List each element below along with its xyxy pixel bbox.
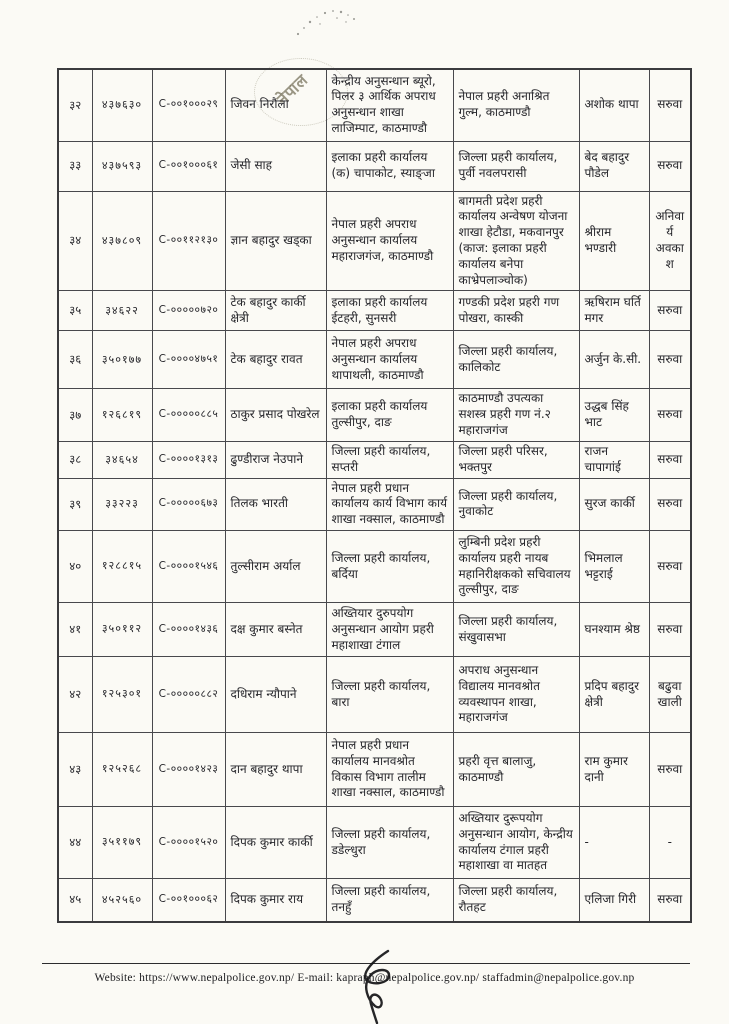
cell-name: दिपक कुमार राय xyxy=(225,879,326,922)
cell-remark: सरुवा xyxy=(649,291,691,331)
cell-remark: अनिवार्य अवकाश xyxy=(649,191,691,291)
transfer-table xyxy=(57,68,692,923)
cell-by: राजन चापागांई xyxy=(579,441,649,478)
cell-num: ४५२५६० xyxy=(92,879,152,922)
footer-divider xyxy=(42,963,690,964)
table-row xyxy=(58,531,691,603)
cell-from: केन्द्रीय अनुसन्धान ब्यूरो, पिलर ३ आर्थिक अपराध अनुसन्धान शाखा लाजिम्पाट, काठमाण्डौ xyxy=(326,69,453,141)
table-row xyxy=(58,603,691,657)
table-row xyxy=(58,141,691,191)
cell-num: ४३७५९३ xyxy=(92,141,152,191)
cell-remark: सरुवा xyxy=(649,531,691,603)
cell-remark: सरुवा xyxy=(649,603,691,657)
cell-by: एलिजा गिरी xyxy=(579,879,649,922)
cell-name: दधिराम न्यौपाने xyxy=(225,657,326,733)
signature-icon xyxy=(344,948,408,1024)
cell-cno: C-००००१५४६ xyxy=(152,531,225,603)
cell-cno: C-००१०००६१ xyxy=(152,141,225,191)
cell-remark: सरुवा xyxy=(649,733,691,807)
cell-from: नेपाल प्रहरी प्रधान कार्यालय कार्य विभाग कार्य शाखा नक्साल, काठमाण्डौ xyxy=(326,478,453,530)
cell-name: टेक बहादुर कार्की क्षेत्री xyxy=(225,291,326,331)
cell-from: इलाका प्रहरी कार्यालय तुल्सीपुर, दाङ xyxy=(326,389,453,441)
cell-remark: सरुवा xyxy=(649,441,691,478)
cell-num: १२८८१५ xyxy=(92,531,152,603)
table-row xyxy=(58,807,691,879)
cell-sn: ३२ xyxy=(58,69,92,141)
cell-name: दान बहादुर थापा xyxy=(225,733,326,807)
cell-by: अर्जुन के.सी. xyxy=(579,331,649,389)
cell-by: भिमलाल भट्टराई xyxy=(579,531,649,603)
cell-to: अपराध अनुसन्धान विद्यालय मानवश्रोत व्यवस्थापन शाखा, महाराजगंज xyxy=(453,657,579,733)
cell-name: जेसी साह xyxy=(225,141,326,191)
table-row xyxy=(58,69,691,141)
cell-num: १२५३०१ xyxy=(92,657,152,733)
cell-sn: ३९ xyxy=(58,478,92,530)
cell-to: प्रहरी वृत्त बालाजु, काठमाण्डौ xyxy=(453,733,579,807)
transfer-table-body xyxy=(58,69,691,922)
table-row xyxy=(58,291,691,331)
cell-remark: सरुवा xyxy=(649,879,691,922)
cell-cno: C-०००००८८२ xyxy=(152,657,225,733)
cell-name: तुल्सीराम अर्याल xyxy=(225,531,326,603)
cell-remark: - xyxy=(649,807,691,879)
cell-by: उद्धब सिंह भाट xyxy=(579,389,649,441)
cell-from: इलाका प्रहरी कार्यालय ईटहरी, सुनसरी xyxy=(326,291,453,331)
cell-sn: ४५ xyxy=(58,879,92,922)
cell-from: जिल्ला प्रहरी कार्यालय, डडेल्धुरा xyxy=(326,807,453,879)
cell-remark: सरुवा xyxy=(649,141,691,191)
table-row xyxy=(58,733,691,807)
cell-num: ३५०१७७ xyxy=(92,331,152,389)
cell-by: - xyxy=(579,807,649,879)
cell-to: अख्तियार दुरूपयोग अनुसन्धान आयोग, केन्द्रीय कार्यालय टंगाल प्रहरी महाशाखा वा मातहत xyxy=(453,807,579,879)
cell-remark: सरुवा xyxy=(649,389,691,441)
table-row xyxy=(58,478,691,530)
footer-contact: Website: https://www.nepalpolice.gov.np/ E-mail: kapraph@nepalpolice.gov.np/ staffadmin@nepalpolice.gov.np xyxy=(94,972,635,984)
table-row xyxy=(58,191,691,291)
cell-cno: C-०००००७२० xyxy=(152,291,225,331)
cell-to: जिल्ला प्रहरी कार्यालय, रौतहट xyxy=(453,879,579,922)
cell-name: ठाकुर प्रसाद पोखरेल xyxy=(225,389,326,441)
cell-cno: C-००००१५२० xyxy=(152,807,225,879)
cell-num: ३४६५४ xyxy=(92,441,152,478)
cell-cno: C-००००४७५१ xyxy=(152,331,225,389)
cell-name: जिवन निरौला xyxy=(225,69,326,141)
cell-sn: ३८ xyxy=(58,441,92,478)
table-row xyxy=(58,441,691,478)
cell-to: काठमाण्डौ उपत्यका सशस्त्र प्रहरी गण नं.२ महाराजगंज xyxy=(453,389,579,441)
cell-sn: ३५ xyxy=(58,291,92,331)
cell-from: इलाका प्रहरी कार्यालय (क) चापाकोट, स्याङ्जा xyxy=(326,141,453,191)
cell-by: बेद बहादुर पौडेल xyxy=(579,141,649,191)
cell-to: जिल्ला प्रहरी कार्यालय, कालिकोट xyxy=(453,331,579,389)
cell-from: जिल्ला प्रहरी कार्यालय, बारा xyxy=(326,657,453,733)
cell-to: जिल्ला प्रहरी परिसर, भक्तपुर xyxy=(453,441,579,478)
cell-from: नेपाल प्रहरी अपराध अनुसन्धान कार्यालय थापाथली, काठमाण्डौ xyxy=(326,331,453,389)
cell-to: गण्डकी प्रदेश प्रहरी गण पोखरा, कास्की xyxy=(453,291,579,331)
cell-by: अशोक थापा xyxy=(579,69,649,141)
cell-from: जिल्ला प्रहरी कार्यालय, तनहुँ xyxy=(326,879,453,922)
cell-sn: ३६ xyxy=(58,331,92,389)
table-row xyxy=(58,331,691,389)
cell-by: श्रीराम भण्डारी xyxy=(579,191,649,291)
cell-to: जिल्ला प्रहरी कार्यालय, पुर्वी नवलपरासी xyxy=(453,141,579,191)
cell-remark: बढुवा खाली xyxy=(649,657,691,733)
cell-sn: ४० xyxy=(58,531,92,603)
stamp-text: नेपाल xyxy=(272,70,312,109)
cell-from: जिल्ला प्रहरी कार्यालय, सप्तरी xyxy=(326,441,453,478)
cell-num: ३४६२२ xyxy=(92,291,152,331)
cell-num: ४३७८०९ xyxy=(92,191,152,291)
table-row xyxy=(58,389,691,441)
cell-by: सुरज कार्की xyxy=(579,478,649,530)
cell-num: ३५०११२ xyxy=(92,603,152,657)
cell-name: तिलक भारती xyxy=(225,478,326,530)
cell-from: नेपाल प्रहरी प्रधान कार्यालय मानवश्रोत विकास विभाग तालीम शाखा नक्साल, काठमाण्डौ xyxy=(326,733,453,807)
cell-cno: C-००११२१३० xyxy=(152,191,225,291)
cell-cno: C-००००१३१३ xyxy=(152,441,225,478)
cell-to: जिल्ला प्रहरी कार्यालय, नुवाकोट xyxy=(453,478,579,530)
cell-to: लुम्बिनी प्रदेश प्रहरी कार्यालय प्रहरी नायब महानिरीक्षकको सचिवालय तुल्सीपुर, दाङ xyxy=(453,531,579,603)
cell-num: ३३२२३ xyxy=(92,478,152,530)
cell-name: दक्ष कुमार बस्नेत xyxy=(225,603,326,657)
cell-by: राम कुमार दानी xyxy=(579,733,649,807)
cell-by: घनश्याम श्रेष्ठ xyxy=(579,603,649,657)
cell-name: ढुण्डीराज नेउपाने xyxy=(225,441,326,478)
cell-cno: C-००१०००६२ xyxy=(152,879,225,922)
cell-cno: C-००१०००२९ xyxy=(152,69,225,141)
cell-sn: ४३ xyxy=(58,733,92,807)
cell-from: अख्तियार दुरुपयोग अनुसन्धान आयोग प्रहरी महाशाखा टंगाल xyxy=(326,603,453,657)
table-row xyxy=(58,657,691,733)
cell-by: ऋषिराम घर्ति मगर xyxy=(579,291,649,331)
cell-sn: ४४ xyxy=(58,807,92,879)
cell-sn: ४१ xyxy=(58,603,92,657)
cell-cno: C-००००१४३६ xyxy=(152,603,225,657)
cell-remark: सरुवा xyxy=(649,478,691,530)
cell-sn: ३४ xyxy=(58,191,92,291)
cell-num: १२५२६८ xyxy=(92,733,152,807)
cell-cno: C-०००००६७३ xyxy=(152,478,225,530)
cell-to: नेपाल प्रहरी अनाश्रित गुल्म, काठमाण्डौ xyxy=(453,69,579,141)
cell-cno: C-०००००८८५ xyxy=(152,389,225,441)
cell-name: टेक बहादुर रावत xyxy=(225,331,326,389)
cell-remark: सरुवा xyxy=(649,69,691,141)
cell-by: प्रदिप बहादुर क्षेत्री xyxy=(579,657,649,733)
cell-sn: ४२ xyxy=(58,657,92,733)
pen-scribble-icon xyxy=(290,4,380,44)
cell-num: १२६८१९ xyxy=(92,389,152,441)
cell-to: जिल्ला प्रहरी कार्यालय, संखुवासभा xyxy=(453,603,579,657)
cell-cno: C-००००१४२३ xyxy=(152,733,225,807)
cell-sn: ३७ xyxy=(58,389,92,441)
cell-to: बागमती प्रदेश प्रहरी कार्यालय अन्वेषण योजना शाखा हेटौडा, मकवानपुर (काज: इलाका प्रहरी कार्यालय बनेपा काभ्रेपलाञ्चोक) xyxy=(453,191,579,291)
cell-num: ४३७६३० xyxy=(92,69,152,141)
cell-from: जिल्ला प्रहरी कार्यालय, बर्दिया xyxy=(326,531,453,603)
cell-sn: ३३ xyxy=(58,141,92,191)
cell-name: दिपक कुमार कार्की xyxy=(225,807,326,879)
cell-from: नेपाल प्रहरी अपराध अनुसन्धान कार्यालय महाराजगंज, काठमाण्डौ xyxy=(326,191,453,291)
cell-name: ज्ञान बहादुर खड्का xyxy=(225,191,326,291)
table-row xyxy=(58,879,691,922)
cell-num: ३५११७९ xyxy=(92,807,152,879)
cell-remark: सरुवा xyxy=(649,331,691,389)
